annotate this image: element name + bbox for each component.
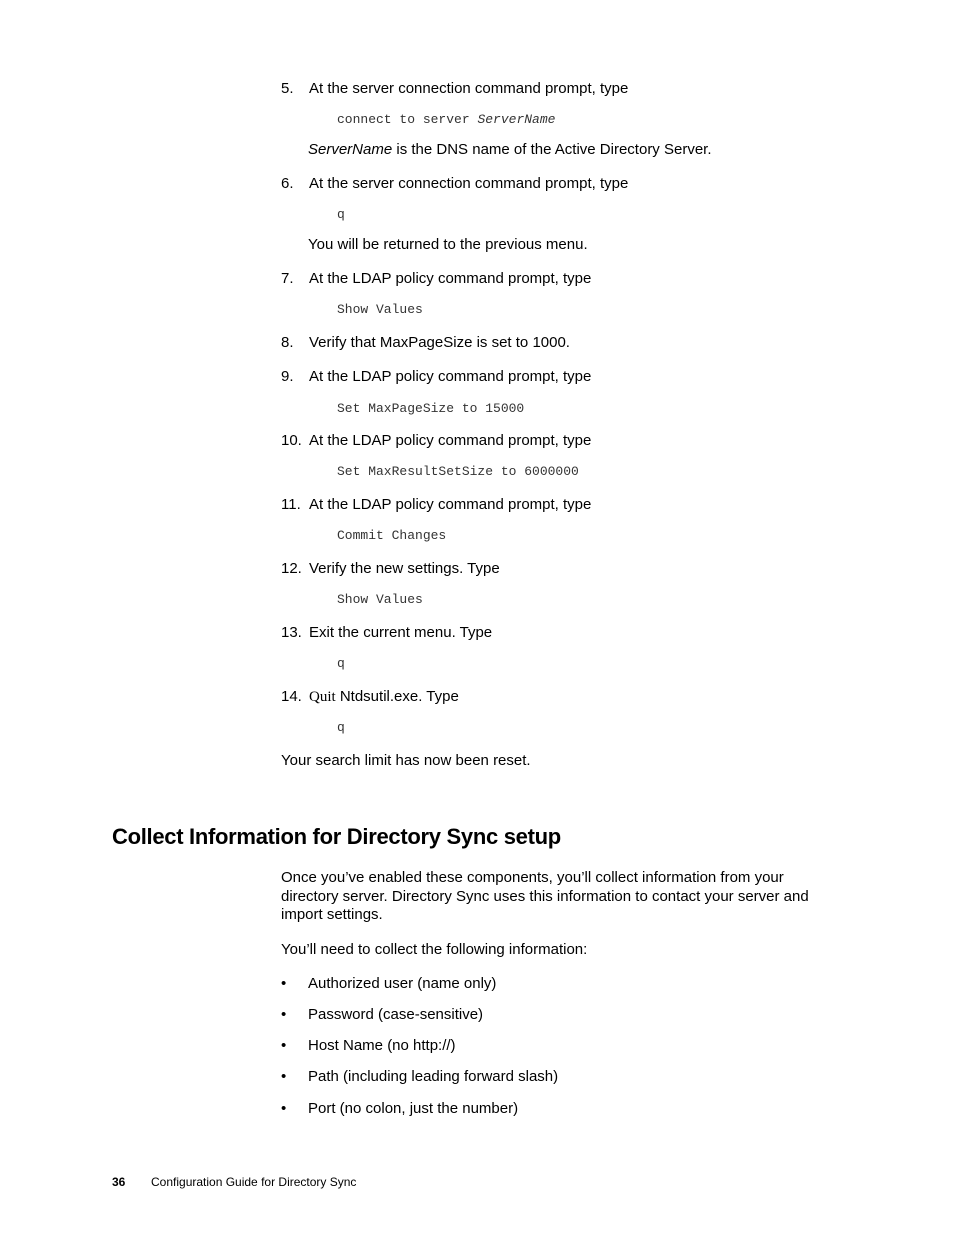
code-block: q <box>337 207 345 222</box>
bullet-icon: • <box>281 1006 287 1023</box>
code-text: connect to server <box>337 112 478 127</box>
step-text <box>309 688 459 706</box>
step-text-rest: Ntdsutil.exe. Type <box>335 688 459 705</box>
code-block: q <box>337 656 345 671</box>
list-item-text: Password (case-sensitive) <box>308 1006 484 1023</box>
step-number: 13. <box>281 624 302 641</box>
step-number: 5. <box>281 80 294 97</box>
intro-paragraph-line-3: import settings. <box>281 906 383 923</box>
list-item-text: Host Name (no http://) <box>308 1037 456 1054</box>
step-number: 14. <box>281 688 302 705</box>
code-block: q <box>337 720 345 735</box>
step-text: At the LDAP policy command prompt, type <box>309 368 592 385</box>
reset-text: Your search limit has now been reset. <box>281 752 531 769</box>
step-number: 11. <box>281 496 301 513</box>
intro-paragraph-line-1: Once you’ve enabled these components, you’ll collect information from your <box>281 869 784 886</box>
step-number: 6. <box>281 175 294 192</box>
step-number: 7. <box>281 270 294 287</box>
bullet-icon: • <box>281 975 287 992</box>
step-text: Verify that MaxPageSize is set to 1000. <box>309 334 570 351</box>
servername-note <box>308 141 712 159</box>
code-block: Show Values <box>337 302 423 317</box>
step-number: 10. <box>281 432 302 449</box>
step-text: At the LDAP policy command prompt, type <box>309 496 592 513</box>
bullet-icon: • <box>281 1100 287 1117</box>
section-heading: Collect Information for Directory Sync setup <box>112 824 561 849</box>
list-item-text: Port (no colon, just the number) <box>308 1100 519 1117</box>
bullet-icon: • <box>281 1037 287 1054</box>
code-block: Commit Changes <box>337 528 447 543</box>
returned-note: You will be returned to the previous menu. <box>308 236 588 253</box>
step-text: Exit the current menu. Type <box>309 624 493 641</box>
step-number: 8. <box>281 334 294 351</box>
intro-paragraph-line-2: directory server. Directory Sync uses this information to contact your server and <box>281 888 809 905</box>
step-text: At the server connection command prompt, type <box>309 175 629 192</box>
list-item-text: Path (including leading forward slash) <box>308 1068 559 1085</box>
step-text: At the LDAP policy command prompt, type <box>309 270 592 287</box>
note-emphasis: ServerName <box>308 141 393 158</box>
note-text: is the DNS name of the Active Directory Server. <box>392 141 712 158</box>
step-text: Verify the new settings. Type <box>309 560 500 577</box>
code-block: Set MaxResultSetSize to 6000000 <box>337 464 579 479</box>
step-text-quit: Quit <box>309 689 336 705</box>
collect-paragraph: You’ll need to collect the following information: <box>281 941 588 958</box>
step-number: 12. <box>281 560 302 577</box>
page-number: 36 <box>112 1175 126 1189</box>
step-text: At the LDAP policy command prompt, type <box>309 432 592 449</box>
bullet-icon: • <box>281 1068 287 1085</box>
code-block: Set MaxPageSize to 15000 <box>337 401 525 416</box>
code-argument: ServerName <box>477 112 556 127</box>
list-item-text: Authorized user (name only) <box>308 975 497 992</box>
code-block: Show Values <box>337 592 423 607</box>
step-number: 9. <box>281 368 294 385</box>
step-text: At the server connection command prompt, type <box>309 80 629 97</box>
footer-title: Configuration Guide for Directory Sync <box>151 1175 357 1189</box>
code-block <box>337 112 555 128</box>
